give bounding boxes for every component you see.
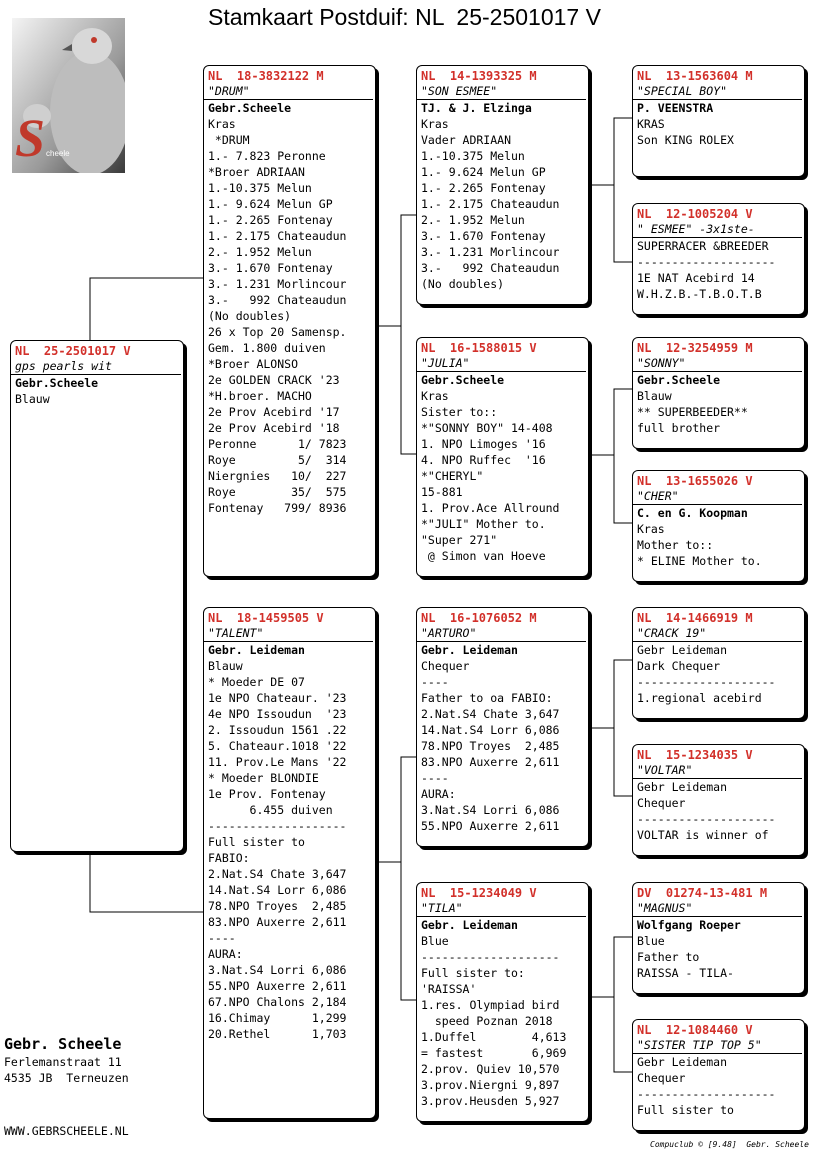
logo-letter: S (15, 108, 46, 168)
card-father-mother (416, 337, 589, 577)
info-line: 5. Chateaur.1018 '22 (208, 739, 347, 753)
info-line: -------------------- (421, 950, 560, 964)
info-line: W.H.Z.B.-T.B.O.T.B (637, 287, 762, 301)
info-line: Father to (637, 950, 700, 964)
card-mm-father (632, 882, 805, 994)
owner: C. en G. Koopman (637, 506, 748, 520)
info-line: 16.Chimay 1,299 (208, 1011, 347, 1025)
owner: Gebr.Scheele (421, 373, 505, 387)
info-line: 2e Prov Acebird '18 (208, 421, 340, 435)
pigeon-name: "SON ESMEE" (417, 84, 586, 100)
info-line: 3.- 1.231 Morlincour (421, 245, 560, 259)
info-line: 3.prov.Niergni 9,897 (421, 1078, 560, 1092)
info-line: 2e GOLDEN CRACK '23 (208, 373, 340, 387)
owner: Gebr. Leideman (421, 918, 518, 932)
pigeon-name: "JULIA" (417, 356, 586, 372)
card-fm-mother (632, 470, 805, 582)
info-line: 1e Prov. Fontenay (208, 787, 326, 801)
info-line: 1.- 9.624 Melun GP (208, 197, 333, 211)
info-line: 78.NPO Troyes 2,485 (208, 899, 347, 913)
owner: Gebr. Leideman (208, 643, 305, 657)
ring-number: NL 14-1466919 M (637, 611, 753, 625)
pigeon-name: gps pearls wit (11, 359, 181, 375)
info-line: 3.- 1.231 Morlincour (208, 277, 347, 291)
info-line: 2.prov. Quiev 10,570 (421, 1062, 560, 1076)
info-line: Mother to:: (637, 538, 714, 552)
info-line: Blauw (637, 389, 672, 403)
info-line: 26 x Top 20 Samensp. (208, 325, 347, 339)
info-line: * ELINE Mother to. (637, 554, 762, 568)
info-line: VOLTAR is winner of (637, 828, 769, 842)
info-line: 55.NPO Auxerre 2,611 (208, 979, 347, 993)
owner-note: SUPERRACER &BREEDER (637, 239, 769, 253)
ring-number: NL 13-1563604 M (637, 69, 753, 83)
info-line: 55.NPO Auxerre 2,611 (421, 819, 560, 833)
info-line: Blue (421, 934, 449, 948)
owner: Wolfgang Roeper (637, 918, 741, 932)
info-line: Sister to:: (421, 405, 498, 419)
info-line: *H.broer. MACHO (208, 389, 312, 403)
info-line: Roye 5/ 314 (208, 453, 347, 467)
info-line: Full sister to: (421, 966, 525, 980)
info-line: KRAS (637, 117, 665, 131)
info-line: 3.- 1.670 Fontenay (208, 261, 333, 275)
info-line: 1.-10.375 Melun (421, 149, 525, 163)
ring-number: NL 12-1005204 V (637, 207, 753, 221)
card-mother-mother (416, 882, 589, 1122)
pigeon-name: "CRACK 19" (633, 626, 802, 642)
ring-number: NL 16-1076052 M (421, 611, 537, 625)
pigeon-name: "VOLTAR" (633, 763, 802, 779)
breeder-name: Gebr. Scheele (4, 1035, 122, 1053)
info-line: 2. Issoudun 1561 .22 (208, 723, 347, 737)
page-title: Stamkaart Postduif: NL 25-2501017 V (208, 4, 601, 30)
card-fm-father (632, 337, 805, 449)
info-line: Kras (421, 117, 449, 131)
info-line: 3.- 992 Chateaudun (421, 261, 560, 275)
info-line: * Moeder DE 07 (208, 675, 305, 689)
info-line: Niergnies 10/ 227 (208, 469, 347, 483)
info-line: ---- (421, 771, 449, 785)
info-line: -------------------- (637, 255, 776, 269)
ring-number: NL 15-1234035 V (637, 748, 753, 762)
info-line: Father to oa FABIO: (421, 691, 553, 705)
ring-number: NL 16-1588015 V (421, 341, 537, 355)
ring-number: NL 18-3832122 M (208, 69, 324, 83)
info-line: Chequer (637, 1071, 686, 1085)
info-line: Full sister to (637, 1103, 734, 1117)
logo-wordmark: cheele (46, 149, 70, 158)
info-line: Blue (637, 934, 665, 948)
pigeon-name: "TALENT" (204, 626, 373, 642)
pigeon-name: "DRUM" (204, 84, 373, 100)
info-line: *"CHERYL" (421, 469, 484, 483)
info-line: Dark Chequer (637, 659, 721, 673)
info-line: 83.NPO Auxerre 2,611 (421, 755, 560, 769)
ring-number: NL 12-1084460 V (637, 1023, 753, 1037)
info-line: 20.Rethel 1,703 (208, 1027, 347, 1041)
card-father (203, 65, 376, 577)
info-line: *"SONNY BOY" 14-408 (421, 421, 553, 435)
info-line: 6.455 duiven (208, 803, 333, 817)
info-line: FABIO: (208, 851, 250, 865)
info-line: *DRUM (208, 133, 250, 147)
info-line: 1. NPO Limoges '16 (421, 437, 546, 451)
info-line: speed Poznan 2018 (421, 1014, 553, 1028)
info-line: AURA: (421, 787, 456, 801)
ring-number: NL 15-1234049 V (421, 886, 537, 900)
info-line: (No doubles) (208, 309, 292, 323)
info-line: Vader ADRIAAN (421, 133, 512, 147)
info-line: 1.- 9.624 Melun GP (421, 165, 546, 179)
info-line: 1.Duffel 4,613 (421, 1030, 567, 1044)
info-line: -------------------- (208, 819, 347, 833)
info-line: 'RAISSA' (421, 982, 477, 996)
footer-credit: Compuclub © [9.48] Gebr. Scheele (650, 1140, 809, 1149)
card-ff-mother (632, 203, 805, 315)
info-line: 14.Nat.S4 Lorr 6,086 (421, 723, 560, 737)
card-mm-mother (632, 1019, 805, 1131)
info-line: 1.- 2.175 Chateaudun (208, 229, 347, 243)
ring-number: NL 18-1459505 V (208, 611, 324, 625)
info-line: RAISSA - TILA- (637, 966, 734, 980)
info-line: 1.- 7.823 Peronne (208, 149, 326, 163)
owner: Gebr.Scheele (15, 376, 99, 390)
info-line: 2.Nat.S4 Chate 3,647 (208, 867, 347, 881)
info-line: 14.Nat.S4 Lorr 6,086 (208, 883, 347, 897)
ring-number: NL 25-2501017 V (15, 344, 131, 358)
info-line: -------------------- (637, 1087, 776, 1101)
card-mf-mother (632, 744, 805, 856)
website-link[interactable]: WWW.GEBRSCHEELE.NL (4, 1124, 129, 1138)
info-line: Roye 35/ 575 (208, 485, 347, 499)
card-mother-father (416, 607, 589, 847)
info-line: * Moeder BLONDIE (208, 771, 319, 785)
owner: Gebr Leideman (637, 643, 728, 657)
info-line: 2e Prov Acebird '17 (208, 405, 340, 419)
info-line: 1.res. Olympiad bird (421, 998, 560, 1012)
info-line: = fastest 6,969 (421, 1046, 567, 1060)
pigeon-name: "SISTER TIP TOP 5" (633, 1038, 802, 1054)
info-line: AURA: (208, 947, 243, 961)
info-line: ** SUPERBEEDER** (637, 405, 748, 419)
info-line: -------------------- (637, 812, 776, 826)
info-line: 3.Nat.S4 Lorri 6,086 (421, 803, 560, 817)
info-line: Gem. 1.800 duiven (208, 341, 326, 355)
info-line: 2.- 1.952 Melun (421, 213, 525, 227)
info-line: Chequer (637, 796, 686, 810)
info-line: 3.- 992 Chateaudun (208, 293, 347, 307)
info-line: 11. Prov.Le Mans '22 (208, 755, 347, 769)
owner: TJ. & J. Elzinga (421, 101, 532, 115)
info-line: Kras (208, 117, 236, 131)
pigeon-name: "SONNY" (633, 356, 802, 372)
info-line: 3.Nat.S4 Lorri 6,086 (208, 963, 347, 977)
info-line: Peronne 1/ 7823 (208, 437, 347, 451)
info-line: 4e NPO Issoudun '23 (208, 707, 347, 721)
info-line: *Broer ADRIAAN (208, 165, 305, 179)
pigeon-name: "CHER" (633, 489, 802, 505)
owner: Gebr.Scheele (637, 373, 721, 387)
owner: P. VEENSTRA (637, 101, 714, 115)
info-line: Blauw (208, 659, 243, 673)
owner: Gebr Leideman (637, 1055, 728, 1069)
info-line: Fontenay 799/ 8936 (208, 501, 347, 515)
card-subject (10, 340, 184, 852)
card-father-father (416, 65, 589, 305)
card-mf-father (632, 607, 805, 719)
info-line: "Super 271" (421, 533, 498, 547)
breeder-address (4, 1034, 129, 1086)
info-line: Full sister to (208, 835, 305, 849)
info-line: 1e NPO Chateaur. '23 (208, 691, 347, 705)
ring-number: NL 14-1393325 M (421, 69, 537, 83)
info-line: Chequer (421, 659, 470, 673)
breeder-city: 4535 JB Terneuzen (4, 1071, 129, 1085)
info-line: 83.NPO Auxerre 2,611 (208, 915, 347, 929)
info-line: 4. NPO Ruffec '16 (421, 453, 546, 467)
info-line: ---- (208, 931, 236, 945)
info-line: 1.-10.375 Melun (208, 181, 312, 195)
info-line: 1E NAT Acebird 14 (637, 271, 755, 285)
breeder-street: Ferlemanstraat 11 (4, 1055, 122, 1069)
owner: Gebr.Scheele (208, 101, 292, 115)
ring-number: NL 13-1655026 V (637, 474, 753, 488)
pigeon-name: "ARTURO" (417, 626, 586, 642)
info-line: *Broer ALONSO (208, 357, 299, 371)
ring-number: NL 12-3254959 M (637, 341, 753, 355)
card-ff-father (632, 65, 805, 177)
info-line: @ Simon van Hoeve (421, 549, 546, 563)
card-mother (203, 607, 376, 1119)
info-line: 1.- 2.175 Chateaudun (421, 197, 560, 211)
info-line: 78.NPO Troyes 2,485 (421, 739, 560, 753)
owner: Gebr. Leideman (421, 643, 518, 657)
info-line: -------------------- (637, 675, 776, 689)
info-line: Kras (637, 522, 665, 536)
info-line: (No doubles) (421, 277, 505, 291)
info-line: ---- (421, 675, 449, 689)
owner: Gebr Leideman (637, 780, 728, 794)
info-line: 15-881 (421, 485, 463, 499)
info-line: Kras (421, 389, 449, 403)
info-line: full brother (637, 421, 721, 435)
pigeon-name: " ESMEE" -3x1ste- (633, 222, 802, 238)
info-line: 2.- 1.952 Melun (208, 245, 312, 259)
info-line: 3.- 1.670 Fontenay (421, 229, 546, 243)
info-line: Blauw (15, 392, 50, 406)
info-line: 1. Prov.Ace Allround (421, 501, 560, 515)
info-line: Son KING ROLEX (637, 133, 734, 147)
info-line: 2.Nat.S4 Chate 3,647 (421, 707, 560, 721)
pigeon-name: "TILA" (417, 901, 586, 917)
info-line: 3.prov.Heusden 5,927 (421, 1094, 560, 1108)
ring-number: DV 01274-13-481 M (637, 886, 768, 900)
info-line: *"JULI" Mother to. (421, 517, 546, 531)
info-line: 1.regional acebird (637, 691, 762, 705)
pigeon-name: "SPECIAL BOY" (633, 84, 802, 100)
info-line: 1.- 2.265 Fontenay (208, 213, 333, 227)
info-line: 1.- 2.265 Fontenay (421, 181, 546, 195)
pigeon-name: "MAGNUS" (633, 901, 802, 917)
info-line: 67.NPO Chalons 2,184 (208, 995, 347, 1009)
